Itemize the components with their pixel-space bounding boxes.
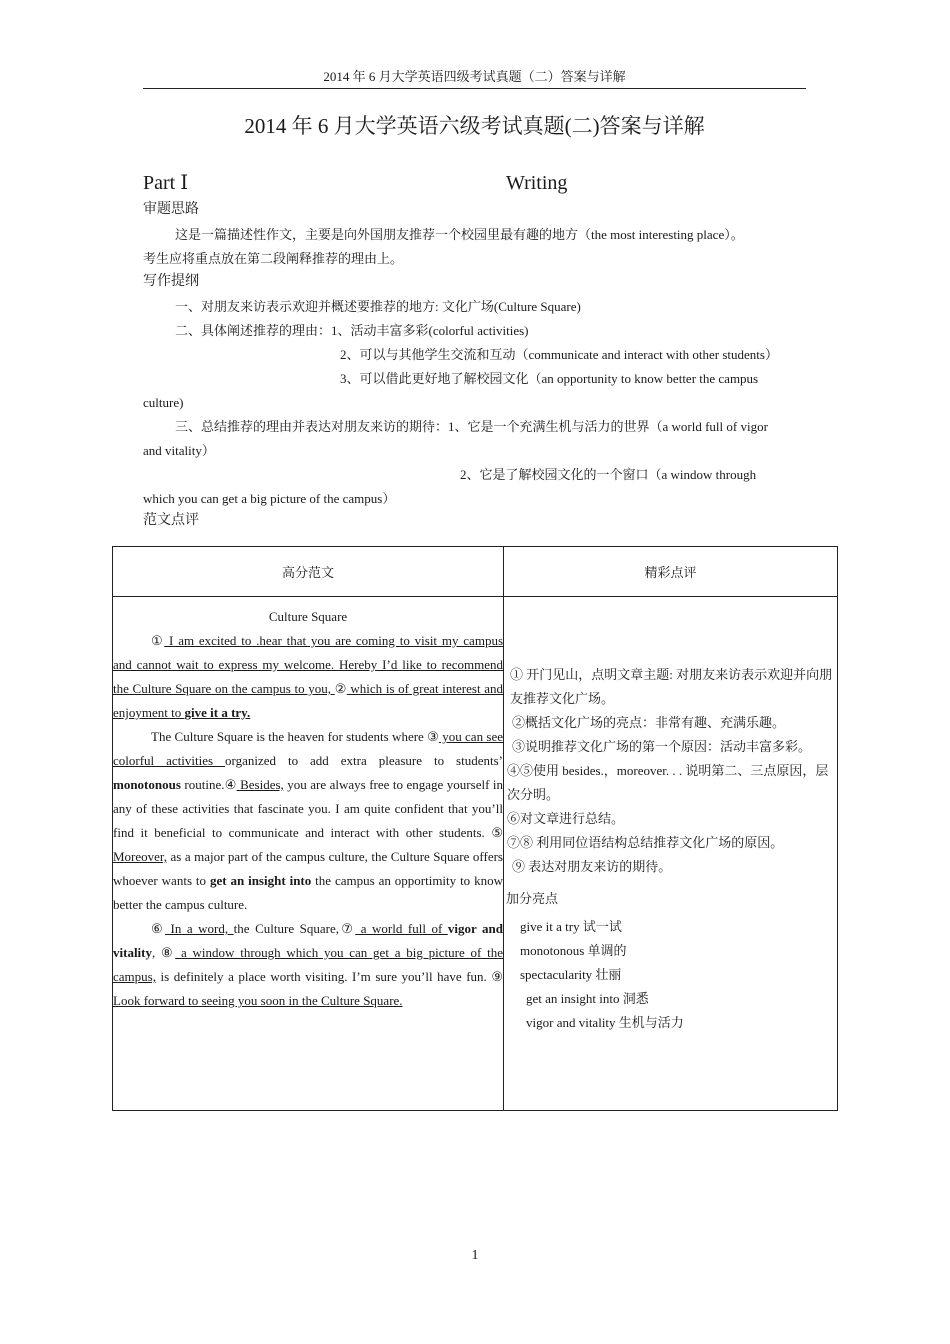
comment-item: ⑦⑧ 利用同位语结构总结推荐文化广场的原因。 xyxy=(507,835,784,850)
bonus-list xyxy=(504,915,837,1035)
essay-paragraph-1 xyxy=(113,629,503,725)
underlined-text: a world full of xyxy=(355,921,448,936)
model-essay-cell xyxy=(113,597,504,1111)
underlined-text: you can see colorful activities xyxy=(113,729,503,768)
analysis-heading: 审题思路 xyxy=(143,202,199,217)
underlined-text: Moreover, xyxy=(113,849,167,864)
comment-item: ① 开门见山，点明文章主题: 对朋友来访表示欢迎并向朋友推荐文化广场。 xyxy=(510,667,833,706)
review-heading: 范文点评 xyxy=(143,513,199,528)
marker-1: ① xyxy=(151,633,165,648)
column-header-comments: 精彩点评 xyxy=(504,547,838,597)
essay-text: is definitely a place worth visiting. I’m sure you’ll have fun. xyxy=(155,969,492,984)
underlined-text: Besides, xyxy=(236,777,284,792)
bonus-item: vigor and vitality 生机与活力 xyxy=(526,1015,684,1030)
outline-line-5-cont: and vitality） xyxy=(143,443,215,458)
essay-text: the Culture Square, xyxy=(233,921,339,936)
underlined-text: I am excited to .hear that you are coming to visit my campus and cannot wait to express my welcome. Hereby I’d like to recommend the Culture Square on the campus to you, xyxy=(113,633,504,696)
marker-6: ⑥ xyxy=(151,921,165,936)
marker-5: ⑤ xyxy=(491,825,503,840)
essay-text: , xyxy=(152,945,162,960)
header-divider xyxy=(143,88,806,89)
comment-item: ②概括文化广场的亮点：非常有趣、充满乐趣。 xyxy=(512,715,786,730)
comment-item: ④⑤使用 besides.，moreover. . . 说明第二、三点原因，层次分明。 xyxy=(507,763,829,802)
underlined-text: In a word, xyxy=(164,921,234,936)
essay-paragraph-3 xyxy=(113,917,503,1013)
running-header: 2014 年 6 月大学英语四级考试真题（二）答案与详解 xyxy=(323,69,626,84)
outline-heading: 写作提纲 xyxy=(143,274,199,289)
part-label: Part Ⅰ xyxy=(143,172,189,194)
essay-text: The Culture Square is the heaven for students where xyxy=(151,729,428,744)
comments-cell xyxy=(504,597,838,1111)
essay-text: routine. xyxy=(180,777,225,792)
outline-line-2: 二、具体阐述推荐的理由：1、活动丰富多彩(colorful activities) xyxy=(175,323,529,338)
bonus-heading: 加分亮点 xyxy=(506,891,559,906)
marker-7: ⑦ xyxy=(338,921,356,936)
essay-text: you are always free to engage yourself in any of these activities that fascinate you. I am quite confident that you’ll find it beneficial to communicate and interact with other students. xyxy=(113,777,503,840)
essay-text: organized to add extra pleasure to students’ xyxy=(225,753,503,768)
review-table xyxy=(112,546,838,1111)
marker-3: ③ xyxy=(427,729,439,744)
analysis-line-2: 考生应将重点放在第二段阐释推荐的理由上。 xyxy=(143,251,404,266)
highlight-phrase: monotonous xyxy=(113,777,181,792)
page-number: 1 xyxy=(471,1248,479,1263)
outline-line-6: 2、它是了解校园文化的一个窗口（a window through xyxy=(460,467,757,482)
essay-paragraph-2 xyxy=(113,725,503,917)
underlined-text: a window through which you can get a big picture of the campus, xyxy=(113,945,504,984)
outline-line-4: 3、可以借此更好地了解校园文化（an opportunity to know better the campus xyxy=(340,371,759,386)
highlight-phrase: give it a try. xyxy=(184,705,251,720)
outline-line-3: 2、可以与其他学生交流和互动（communicate and interact with other students） xyxy=(340,347,778,362)
comment-item: ⑥对文章进行总结。 xyxy=(507,811,625,826)
essay-title: Culture Square xyxy=(268,609,348,624)
essay-text: as a major part of the campus culture, the Culture Square offers whoever wants to xyxy=(113,849,503,888)
part-name: Writing xyxy=(506,172,568,194)
bonus-item: monotonous 单调的 xyxy=(520,943,627,958)
comments-list xyxy=(504,597,837,1035)
marker-9: ⑨ xyxy=(491,969,503,984)
column-header-model-essay: 高分范文 xyxy=(113,547,504,597)
highlight-phrase: get an insight into xyxy=(209,873,312,888)
outline-line-5: 三、总结推荐的理由并表达对朋友来访的期待：1、它是一个充满生机与活力的世界（a world full of vigor xyxy=(175,419,768,434)
highlight-phrase: vigor and vitality xyxy=(113,921,504,960)
outline-line-1: 一、对朋友来访表示欢迎并概述要推荐的地方: 文化广场(Culture Square) xyxy=(175,299,581,314)
comment-item: ③说明推荐文化广场的第一个原因：活动丰富多彩。 xyxy=(512,739,812,754)
essay-text: the campus an opportimity to know better the campus culture. xyxy=(113,873,503,912)
marker-4: ④ xyxy=(224,777,237,792)
document-title: 2014 年 6 月大学英语六级考试真题(二)答案与详解 xyxy=(244,114,705,138)
outline-line-6-cont: which you can get a big picture of the campus） xyxy=(143,491,396,506)
underlined-text: which is of great interest and enjoyment to xyxy=(113,681,503,720)
outline-line-4-cont: culture) xyxy=(143,395,184,410)
model-essay xyxy=(113,605,503,1013)
underlined-text: Look forward to seeing you soon in the Culture Square. xyxy=(113,993,403,1008)
bonus-item: spectacularity 壮丽 xyxy=(520,967,622,982)
comment-item: ⑨ 表达对朋友来访的期待。 xyxy=(512,859,672,874)
bonus-item: give it a try 试一试 xyxy=(520,919,622,934)
bonus-item: get an insight into 洞悉 xyxy=(526,991,649,1006)
marker-8: ⑧ xyxy=(161,945,176,960)
analysis-line-1: 这是一篇描述性作文，主要是向外国朋友推荐一个校园里最有趣的地方（the most interesting place）。 xyxy=(175,227,744,242)
marker-2: ② xyxy=(334,681,347,696)
